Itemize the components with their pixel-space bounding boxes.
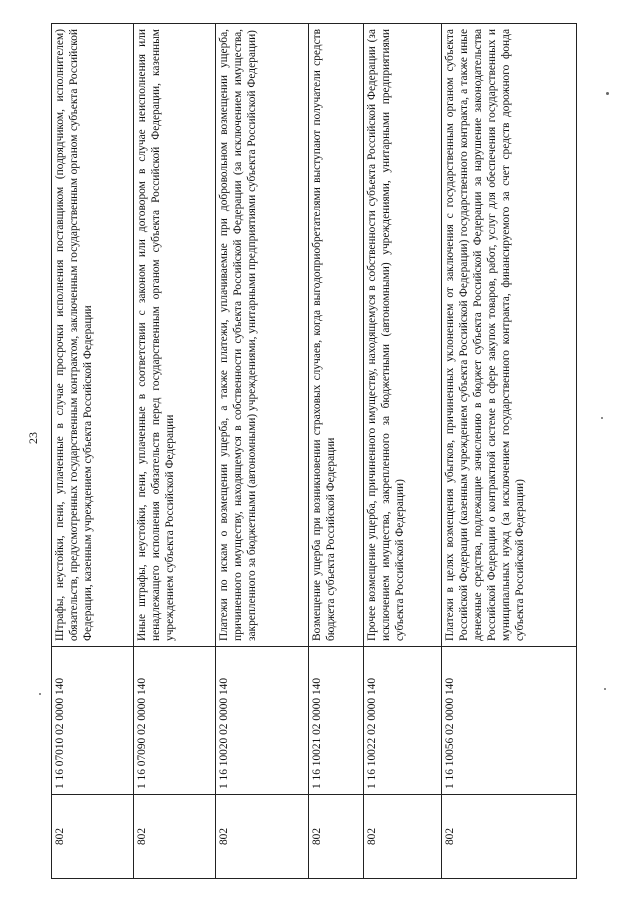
admin-code-cell: 802 — [364, 795, 442, 879]
revenue-name-cell: Иные штрафы, неустойки, пени, уплаченные в соответствии с законом или договором в случае неисполнения или ненадлежащего исполнения обязательств перед государственным органом субъекта Российской Федерации, казенным учреждением субъекта Российской Федерации — [134, 24, 216, 647]
scan-speck — [39, 693, 41, 695]
admin-code-cell: 802 — [52, 795, 134, 879]
revenue-code-cell: 1 16 10021 02 0000 140 — [309, 647, 364, 795]
table-row — [442, 24, 577, 879]
scan-speck — [604, 688, 606, 690]
admin-code-cell: 802 — [309, 795, 364, 879]
rotated-table-container — [51, 24, 577, 879]
admin-code-cell: 802 — [134, 795, 216, 879]
scan-speck — [606, 92, 609, 95]
table-row — [52, 24, 134, 879]
table-row — [216, 24, 309, 879]
table-row — [134, 24, 216, 879]
revenue-code-cell: 1 16 07010 02 0000 140 — [52, 647, 134, 795]
admin-code-cell: 802 — [216, 795, 309, 879]
admin-code-cell: 802 — [442, 795, 577, 879]
page-number: 23 — [26, 432, 40, 444]
revenue-name-cell: Платежи в целях возмещения убытков, причиненных уклонением от заключения с государственным органом субъекта Российской Федерации (казенным учреждением субъекта Российской Федерации) государственного контракта, а также иные денежные средства, подлежащие зачислению в бюджет субъекта Российской Федерации за нарушение законодательства Российской Федерации о контрактной системе в сфере закупок товаров, работ, услуг для обеспечения государственных и муниципальных нужд (за исключением государственного контракта, финансируемого за счет средств дорожного фонда субъекта Российской Федерации) — [442, 24, 577, 647]
revenue-code-cell: 1 16 07090 02 0000 140 — [134, 647, 216, 795]
table-row — [309, 24, 364, 879]
table-row — [364, 24, 442, 879]
revenue-name-cell: Возмещение ущерба при возникновении страховых случаев, когда выгодоприобретателями выступают получатели средств бюджета субъекта Российской Федерации — [309, 24, 364, 647]
revenue-code-cell: 1 16 10020 02 0000 140 — [216, 647, 309, 795]
revenue-name-cell: Платежи по искам о возмещении ущерба, а также платежи, уплачиваемые при добровольном возмещении ущерба, причиненного имуществу, находящемуся в собственности субъекта Российской Федерации (за исключением имущества, закрепленного за бюджетными (автономными) учреждениями, унитарными предприятиями субъекта Российской Федерации) — [216, 24, 309, 647]
budget-revenue-codes-table — [51, 23, 577, 879]
revenue-name-cell: Штрафы, неустойки, пени, уплаченные в случае просрочки исполнения поставщиком (подрядчиком, исполнителем) обязательств, предусмотренных государственным контрактом, заключенным государственным органом субъекта Российской Федерации, казенным учреждением субъекта Российской Федерации — [52, 24, 134, 647]
scan-speck — [601, 417, 603, 419]
revenue-code-cell: 1 16 10022 02 0000 140 — [364, 647, 442, 795]
revenue-code-cell: 1 16 10056 02 0000 140 — [442, 647, 577, 795]
revenue-name-cell: Прочее возмещение ущерба, причиненного имуществу, находящемуся в собственности субъекта Российской Федерации (за исключением имущества, закрепленного за бюджетными (автономными) учреждениями, унитарными предприятиями субъекта Российской Федерации) — [364, 24, 442, 647]
